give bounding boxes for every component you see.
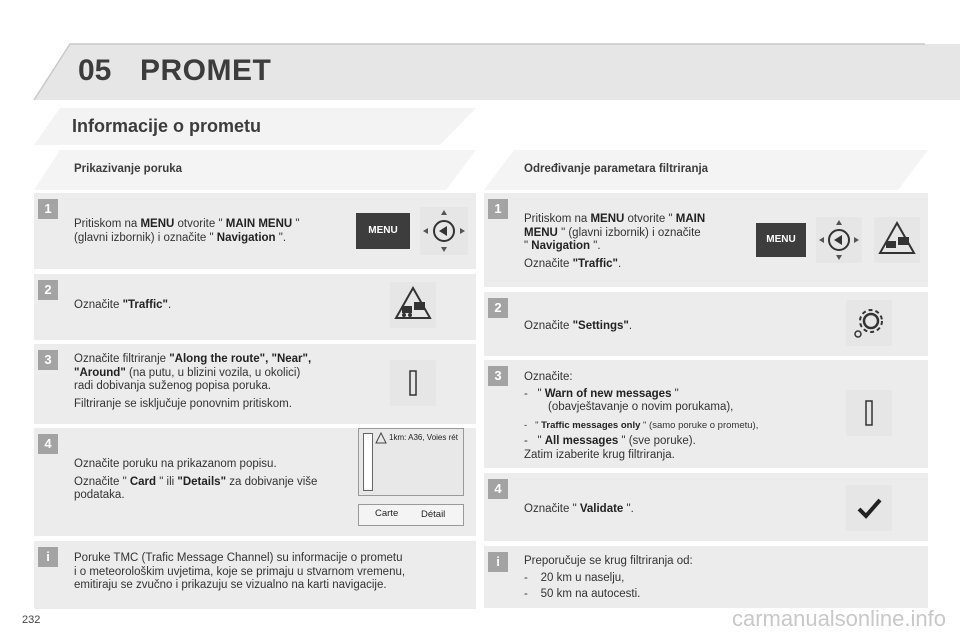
text: otvorite " [624,213,676,225]
text: Filtriranje se isključuje ponovnim pritiskom. [74,397,292,410]
step-badge: 3 [38,350,58,370]
traffic-icon [390,282,436,328]
text-bold: "Settings" [572,320,629,332]
text: " [537,387,545,400]
navigation-dial-icon [420,207,468,255]
page-number: 232 [22,614,41,626]
text: za dobivanje više [226,475,318,488]
text-bold: MENU [140,218,175,230]
message-item: 1km: A36, Voies rét [389,433,458,442]
info-badge: i [38,547,58,567]
step-text [524,371,824,462]
text: Označite [524,257,573,270]
left-step-3 [34,344,476,424]
bullet: - [524,435,528,447]
info-badge: i [488,552,508,572]
text: Označite " [74,475,130,488]
filter-icon [846,390,892,436]
text-bold: Card [129,475,157,488]
right-info [484,546,928,608]
text-bold: "Traffic" [572,257,618,270]
text: " ili [156,475,178,488]
chapter-title: PROMET [140,54,272,87]
text: podataka. [74,489,125,501]
step-badge: 2 [38,280,58,300]
text: i o meteorološkim uvjetima, koje se primaju u stvarnom vremenu, [74,565,406,578]
filter-picture [390,360,436,406]
text: Zatim izaberite krug filtriranja. [524,448,675,461]
text-bold: MAIN MENU [225,218,293,230]
text: emitiraju se zvučno i prikazuju se vizualno na karti navigacije. [74,579,387,591]
right-subtitle: Određivanje parametara filtriranja [524,163,709,175]
text-bold: MAIN [675,213,706,225]
filter-picture [846,390,892,436]
text: Označite " [524,503,580,515]
text-bold: Validate [579,503,624,515]
step-text [74,353,374,411]
step-badge: 1 [38,199,58,219]
left-info [34,541,476,609]
text: ". [590,240,601,252]
text: " [537,435,545,447]
text: ". [623,503,634,515]
step-badge: 4 [38,434,58,454]
text: (glavni izbornik) i označite " [74,231,217,244]
validate-picture [846,485,892,531]
step-text [74,458,364,503]
text-bold: Warn of new messages [544,387,672,400]
gear-icon [846,300,892,346]
traffic-icon [874,217,920,263]
text: (obavještavanje o novim porukama), [548,401,734,413]
text: 50 km na autocesti. [540,588,641,600]
text: Označite filtriranje [74,353,170,365]
text: " [535,419,542,431]
traffic-picture [874,217,920,263]
info-text [74,552,474,593]
text: Pritiskom na [74,218,141,230]
step-text [524,213,739,271]
scrollbar [363,433,373,491]
text: . [618,257,622,270]
text: Označite: [524,371,573,383]
text: " [524,240,532,252]
bullet: - [524,387,528,400]
menu-button-picture: MENU [756,223,806,257]
step-badge: 1 [488,199,508,219]
text: " [292,218,300,230]
text-bold: "Around" [74,366,126,379]
text-bold: Traffic messages only [541,419,641,431]
bullet: - [524,588,528,600]
chapter-number: 05 [78,54,112,87]
message-list-screen [358,428,464,496]
text: Preporučuje se krug filtriranja od: [524,555,693,567]
text: 20 km u naselju, [540,571,625,584]
text: " (glavni izbornik) i označite [557,226,701,239]
text: Poruke TMC (Trafic Message Channel) su informacije o prometu [74,552,403,564]
right-step-2 [484,292,928,356]
dial-picture [816,217,862,263]
text: Označite [524,320,573,332]
text: " (sve poruke). [618,435,696,447]
step-text [524,320,632,334]
text: " [671,387,679,400]
text-bold: "Details" [177,475,227,488]
bullet: - [524,419,528,431]
info-text [524,555,904,602]
warning-icon [375,432,387,444]
step-badge: 3 [488,366,508,386]
text-bold: Navigation [531,240,591,252]
text-bold: "Traffic" [122,299,168,311]
text: radi dobivanja suženog popisa poruka. [74,380,271,392]
step-badge: 4 [488,479,508,499]
text-bold: MENU [524,226,558,239]
filter-icon [390,360,436,406]
text: . [628,320,633,332]
card-details-buttons [358,504,464,526]
checkmark-icon [846,485,892,531]
step-text [74,299,171,313]
text: . [168,299,172,311]
menu-button-picture: MENU [356,213,410,249]
left-subtitle: Prikazivanje poruka [74,163,183,175]
bullet: - [524,571,528,584]
text-bold: "Along the route", "Near", [169,353,312,365]
text: Označite poruku na prikazanom popisu. [74,458,277,470]
left-step-1 [34,193,476,269]
text: (na putu, u blizini vozila, u okolici) [125,366,301,379]
text-bold: MENU [590,213,625,225]
step-text [524,503,634,517]
navigation-dial-icon [816,217,862,263]
section-title: Informacije o prometu [72,116,262,136]
text-bold: Navigation [216,231,276,244]
step-text [74,218,344,245]
text: Označite [74,299,123,311]
left-step-4 [34,428,476,536]
right-step-1 [484,193,928,287]
right-step-3 [484,360,928,468]
text-bold: All messages [544,435,619,447]
text: Pritiskom na [524,213,591,225]
left-step-2 [34,274,476,340]
traffic-picture [390,282,436,328]
detail-button: Détail [421,509,446,520]
settings-picture [846,300,892,346]
card-button: Carte [375,508,399,519]
dial-picture [420,207,468,255]
text: " (samo poruke o prometu), [640,419,759,431]
step-badge: 2 [488,298,508,318]
text: ". [275,231,287,244]
watermark: carmanualsonline.info [731,606,946,631]
text: otvorite " [174,218,226,230]
right-step-4 [484,473,928,541]
